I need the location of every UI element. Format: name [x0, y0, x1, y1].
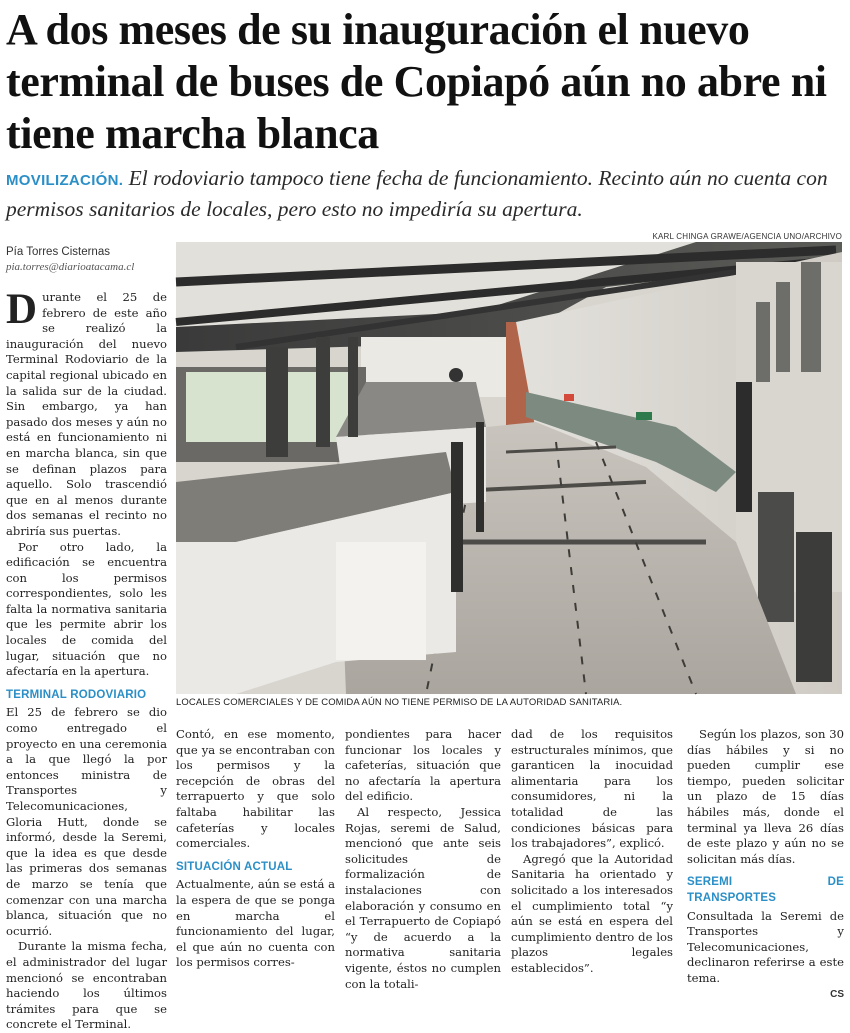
paragraph: dad de los requisitos estructurales mínimos, que garanticen la inocuidad alimentaria para los consumidores, ni la totalidad de las condiciones básicas para los trabajadores”, explicó. [511, 727, 673, 851]
paragraph: Actualmente, aún se está a la espera de que se ponga en marcha el funcionamiento del lugar, el que aún no cuenta con los permisos corres- [176, 877, 335, 970]
paragraph: Por otro lado, la edificación se encuentra con los permisos correspondientes, solo les falta la normativa sanitaria que les permite abrir los locales de comida del lugar, situación que no afectaría en la apertura. [6, 539, 167, 679]
author-name: Pía Torres Cisternas [6, 246, 110, 258]
article-column-3 [345, 727, 501, 992]
paragraph: El 25 de febrero se dio como entregado el proyecto en una ceremonia a la que llegó la por entonces ministra de Transportes y Telecomunicaciones, Gloria Hutt, donde se informó, desde la Seremi, que la idea es que desde las primeras dos semanas de marzo se tenía que comenzar con una marcha blanca, situación que no ocurrió. [6, 705, 167, 938]
deck-text: El rodoviario tampoco tiene fecha de funcionamiento. Recinto aún no cuenta con permisos sanitarios de locales, pero esto no impediría su apertura. [6, 166, 828, 221]
paragraph: Agregó que la Autoridad Sanitaria ha orientado y solicitado a los interesados el cumplimiento total “y aún se está en espera del cumplimiento dentro de los plazos legales establecidos”. [511, 851, 673, 975]
photo-credit: KARL CHINGA GRAWE/AGENCIA UNO/ARCHIVO [652, 232, 842, 241]
drop-cap: D [6, 286, 38, 333]
terminal-interior-photo [176, 242, 842, 694]
paragraph: pondientes para hacer funcionar los locales y cafeterías, situación que no afectaría la apertura del edificio. [345, 727, 501, 804]
photo-caption: LOCALES COMERCIALES Y DE COMIDA AÚN NO TIENE PERMISO DE LA AUTORIDAD SANITARIA. [176, 697, 623, 708]
paragraph: Durante la misma fecha, el administrador del lugar mencionó se encontraban haciendo los últimos trámites para que se concrete el Terminal. [6, 939, 167, 1032]
byline [6, 246, 171, 273]
subhead-terminal-rodoviario: TERMINAL RODOVIARIO [6, 688, 147, 701]
subhead-situacion-actual: SITUACIÓN ACTUAL [176, 860, 293, 873]
article-column-5 [687, 727, 844, 1002]
paragraph: Contó, en ese momento, que ya se encontraban con los permisos y la recepción de obras del terrapuerto y que solo faltaba habilitar las cafeterías y locales comerciales. [176, 727, 335, 851]
author-end-mark: CS [830, 988, 844, 1000]
article-column-4 [511, 727, 673, 977]
deck-kicker: MOVILIZACIÓN. [6, 172, 124, 189]
lead-paragraph: Durante el 25 de febrero de este año se realizó la inauguración del nuevo Terminal Rodoviario de la capital regional ubicado en la salida sur de la ciudad. Sin embargo, ya han pasado dos meses y aún no está en funcionamiento ni en marcha blanca, sin que se definan plazos para aquello. Solo trascendió que en al menos durante dos semanas el recinto no abriría sus puertas. [6, 286, 167, 538]
paragraph: Al respecto, Jessica Rojas, seremi de Salud, mencionó que ante seis solicitudes de formalización de instalaciones con elaboración y consumo en el Terrapuerto de Copiapó “y de acuerdo a la normativa sanitaria vigente, éstos no cumplen con la totali- [345, 804, 501, 991]
subhead-seremi-de-transportes: SEREMI DE TRANSPORTES [687, 876, 844, 904]
deck [6, 164, 846, 223]
article-column-1 [6, 286, 167, 1033]
headline: A dos meses de su inauguración el nuevo terminal de buses de Copiapó aún no abre ni tiene marcha blanca [6, 5, 827, 158]
paragraph: Según los plazos, son 30 días hábiles y si no pueden cumplir ese tiempo, pueden solicitar un plazo de 15 días hábiles más, donde el terminal ya lleva 26 días de este plazo y aún no se solicitan más días. [687, 727, 844, 866]
author-email[interactable]: pia.torres@diarioatacama.cl [6, 261, 135, 273]
article-column-2 [176, 727, 335, 971]
paragraph: Consultada la Seremi de Transportes y Telecomunicaciones, declinaron referirse a este tema. [687, 908, 844, 985]
